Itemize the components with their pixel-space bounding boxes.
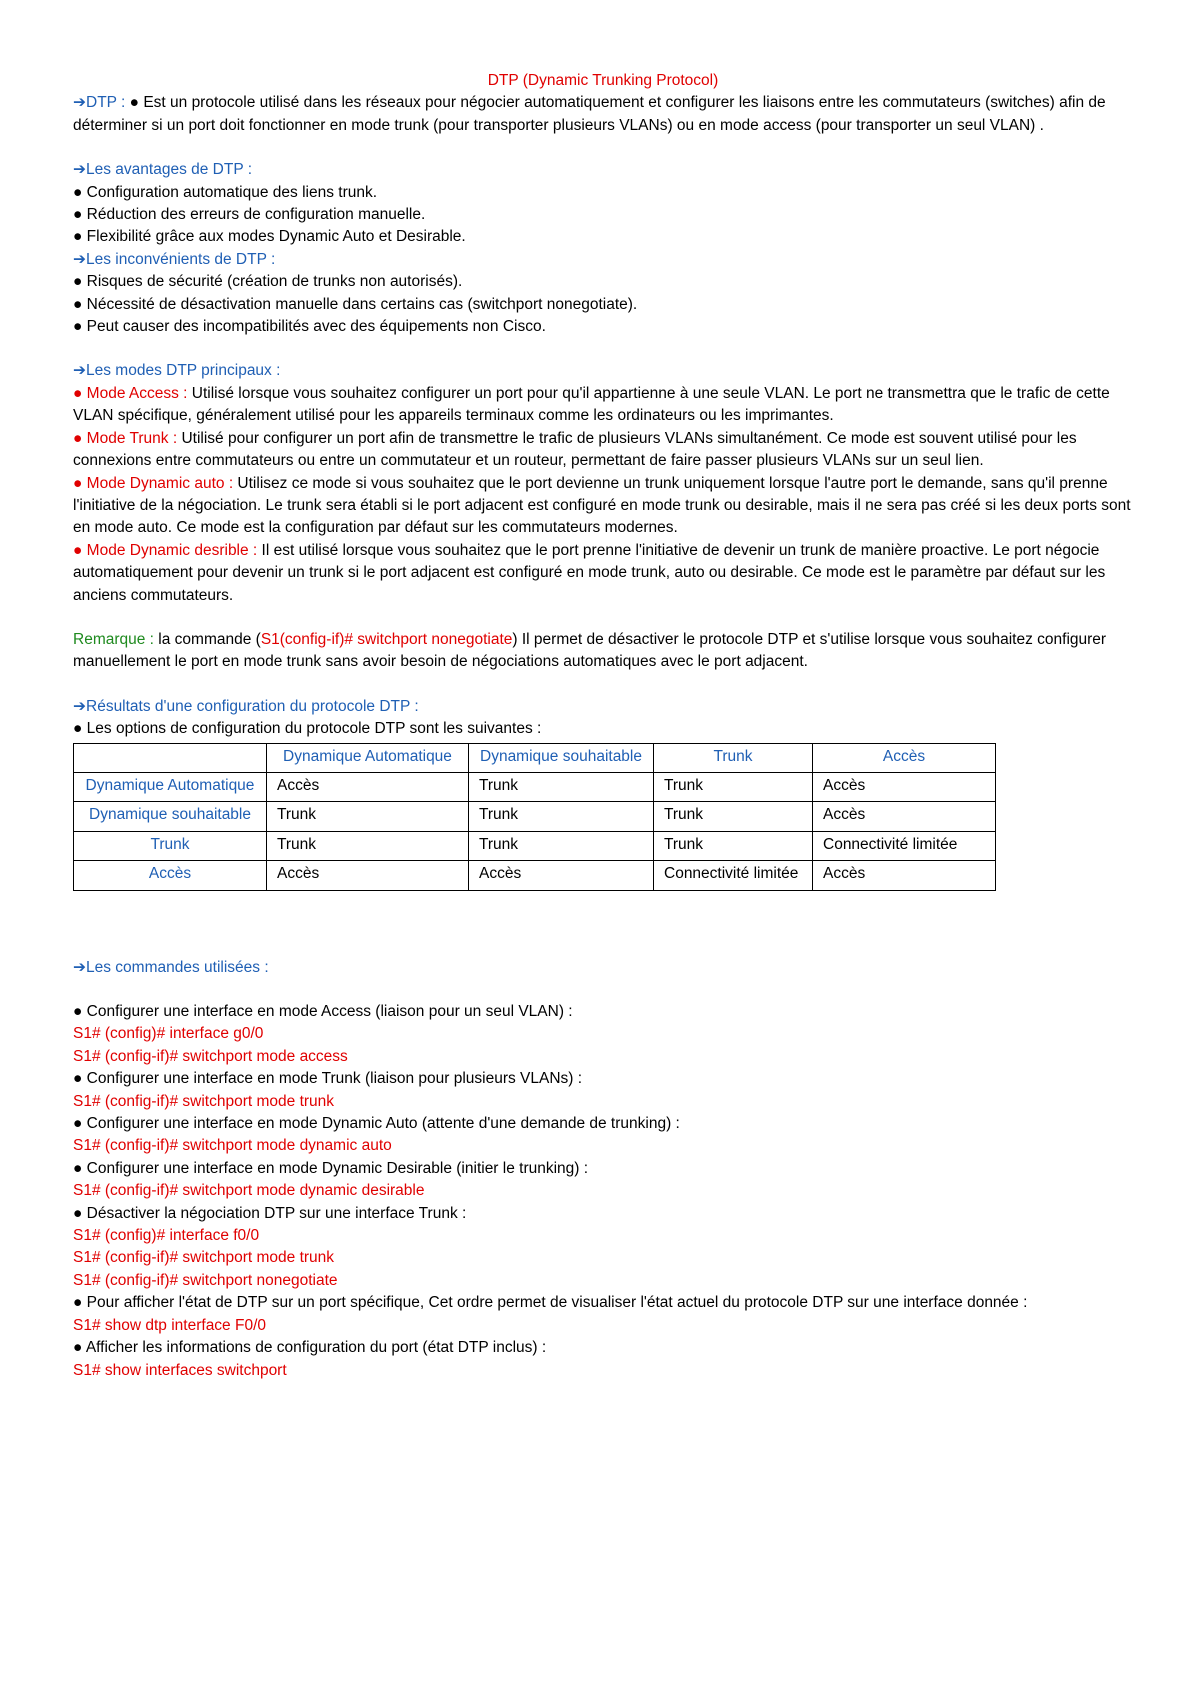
table-cell: Accès	[267, 861, 469, 890]
table-cell: Trunk	[654, 772, 813, 801]
mode-item-trunk	[73, 428, 1133, 473]
mode-item-access	[73, 383, 1133, 428]
remark-label: Remarque :	[73, 630, 154, 648]
intro-paragraph	[73, 92, 1133, 137]
mode-item-dynamic-desirable	[73, 540, 1133, 607]
mode-text: Utilisé lorsque vous souhaitez configurer un port pour qu'il appartienne à une seule VLAN. Le port ne transmettra que le trafic de cette VLAN spécifique, généralement utilisé pour les appareils terminaux comme les ordinateurs ou les imprimantes.	[73, 384, 1110, 425]
table-cell: Accès	[469, 861, 654, 890]
disadvantage-item: ● Nécessité de désactivation manuelle dans certains cas (switchport nonegotiate).	[73, 295, 638, 313]
table-cell: Trunk	[654, 802, 813, 831]
command-line: S1# (config-if)# switchport mode trunk	[73, 1249, 335, 1267]
dtp-options-table	[73, 743, 996, 891]
arrow-icon: ➔	[73, 958, 86, 976]
intro-label: DTP :	[86, 94, 126, 112]
mode-label: ● Mode Access :	[73, 384, 188, 402]
disadvantages-heading: ➔Les inconvénients de DTP :	[73, 250, 276, 268]
remark-paragraph: Remarque : la commande (S1(config-if)# switchport nonegotiate) Il permet de désactiver le protocole DTP et s'utilise lorsque vous souhaitez configurer manuellement le port en mode trunk sans avoir besoin de négociations automatiques avec le port adjacent.	[73, 630, 1107, 671]
results-heading: ➔Résultats d'une configuration du protocole DTP :	[73, 697, 419, 715]
command-description: ● Configurer une interface en mode Dynamic Auto (attente d'une demande de trunking) :	[73, 1115, 680, 1133]
table-header-cell: Dynamique Automatique	[267, 743, 469, 772]
remark-command: S1(config-if)# switchport nonegotiate	[260, 630, 513, 648]
arrow-icon: ➔	[73, 697, 86, 715]
command-line: S1# show interfaces switchport	[73, 1361, 287, 1379]
mode-item-dynamic-auto	[73, 473, 1133, 540]
command-description: ● Désactiver la négociation DTP sur une interface Trunk :	[73, 1204, 467, 1222]
row-header-cell: Accès	[74, 861, 267, 890]
document-page	[73, 70, 1133, 1382]
table-cell: Accès	[267, 772, 469, 801]
table-header-cell: Trunk	[654, 743, 813, 772]
mode-text: Utilisé pour configurer un port afin de transmettre le trafic de plusieurs VLANs simultanément. Ce mode est souvent utilisé pour les connexions entre commutateurs ou entre un commutateur et un routeur, permettant de faire passer plusieurs VLANs sur un seul lien.	[73, 429, 1077, 470]
table-cell: Accès	[813, 861, 996, 890]
table-cell: Connectivité limitée	[654, 861, 813, 890]
command-line: S1# (config-if)# switchport mode dynamic auto	[73, 1137, 392, 1155]
command-line: S1# (config-if)# switchport mode dynamic desirable	[73, 1182, 425, 1200]
intro-text: ● Est un protocole utilisé dans les réseaux pour négocier automatiquement et configurer les liaisons entre les commutateurs (switches) afin de déterminer si un port doit fonctionner en mode trunk (pour transporter plusieurs VLANs) ou en mode access (pour transporter un seul VLAN) .	[73, 94, 1106, 134]
mode-label: ● Mode Trunk :	[73, 429, 178, 447]
modes-heading: ➔Les modes DTP principaux :	[73, 362, 281, 380]
command-line: S1# (config-if)# switchport nonegotiate	[73, 1271, 338, 1289]
command-line: S1# (config)# interface f0/0	[73, 1227, 260, 1245]
table-row	[74, 861, 996, 890]
table-cell: Trunk	[469, 772, 654, 801]
command-line: S1# (config)# interface g0/0	[73, 1025, 264, 1043]
commands-heading: ➔Les commandes utilisées :	[73, 958, 269, 976]
table-cell: Trunk	[654, 831, 813, 860]
table-row	[74, 802, 996, 831]
table-header-cell	[74, 743, 267, 772]
advantage-item: ● Flexibilité grâce aux modes Dynamic Auto et Desirable.	[73, 228, 466, 246]
table-row	[74, 831, 996, 860]
mode-label: ● Mode Dynamic desrible :	[73, 541, 258, 559]
advantage-item: ● Configuration automatique des liens trunk.	[73, 183, 378, 201]
arrow-icon: ➔	[73, 362, 86, 380]
results-intro: ● Les options de configuration du protocole DTP sont les suivantes :	[73, 720, 542, 738]
advantage-item: ● Réduction des erreurs de configuration manuelle.	[73, 206, 426, 224]
table-cell: Trunk	[267, 802, 469, 831]
command-description: ● Configurer une interface en mode Access (liaison pour un seul VLAN) :	[73, 1003, 573, 1020]
disadvantage-item: ● Risques de sécurité (création de trunks non autorisés).	[73, 273, 463, 291]
row-header-cell: Dynamique souhaitable	[74, 802, 267, 831]
advantages-heading: ➔Les avantages de DTP :	[73, 161, 253, 179]
row-header-cell: Trunk	[74, 831, 267, 860]
table-cell: Trunk	[267, 831, 469, 860]
row-header-cell: Dynamique Automatique	[74, 772, 267, 801]
disadvantage-item: ● Peut causer des incompatibilités avec des équipements non Cisco.	[73, 318, 546, 336]
command-line: S1# show dtp interface F0/0	[73, 1316, 267, 1334]
table-cell: Accès	[813, 802, 996, 831]
command-line: S1# (config-if)# switchport mode access	[73, 1047, 348, 1065]
mode-label: ● Mode Dynamic auto :	[73, 474, 234, 492]
command-description: ● Configurer une interface en mode Dynamic Desirable (initier le trunking) :	[73, 1159, 589, 1177]
command-description: ● Pour afficher l'état de DTP sur un port spécifique, Cet ordre permet de visualiser l'état actuel du protocole DTP sur une interface donnée :	[73, 1294, 1028, 1312]
arrow-icon: ➔	[73, 94, 86, 112]
arrow-icon: ➔	[73, 161, 86, 179]
table-cell: Accès	[813, 772, 996, 801]
table-cell: Connectivité limitée	[813, 831, 996, 860]
table-cell: Trunk	[469, 831, 654, 860]
table-header-cell: Dynamique souhaitable	[469, 743, 654, 772]
table-header-cell: Accès	[813, 743, 996, 772]
table-cell: Trunk	[469, 802, 654, 831]
page-title: DTP (Dynamic Trunking Protocol)	[487, 72, 719, 89]
command-description: ● Configurer une interface en mode Trunk (liaison pour plusieurs VLANs) :	[73, 1070, 583, 1088]
command-description: ● Afficher les informations de configuration du port (état DTP inclus) :	[73, 1339, 547, 1357]
command-line: S1# (config-if)# switchport mode trunk	[73, 1092, 335, 1110]
mode-text: Il est utilisé lorsque vous souhaitez que le port prenne l'initiative de devenir un trunk de manière proactive. Le port négocie automatiquement pour devenir un trunk si le port adjacent est configuré en mode trunk, auto ou desirable. Ce mode est le paramètre par défaut sur les anciens commutateurs.	[73, 541, 1106, 604]
table-row	[74, 772, 996, 801]
arrow-icon: ➔	[73, 250, 86, 268]
mode-text: Utilisez ce mode si vous souhaitez que le port devienne un trunk uniquement lorsque l'autre port le demande, sans qu'il prenne l'initiative de la négociation. Le trunk sera établi si le port adjacent est configuré en mode trunk ou desirable, mais il ne sera pas créé si les deux ports sont en mode auto. Ce mode est la configuration par défaut sur les commutateurs modernes.	[73, 474, 1131, 537]
table-header-row	[74, 743, 996, 772]
